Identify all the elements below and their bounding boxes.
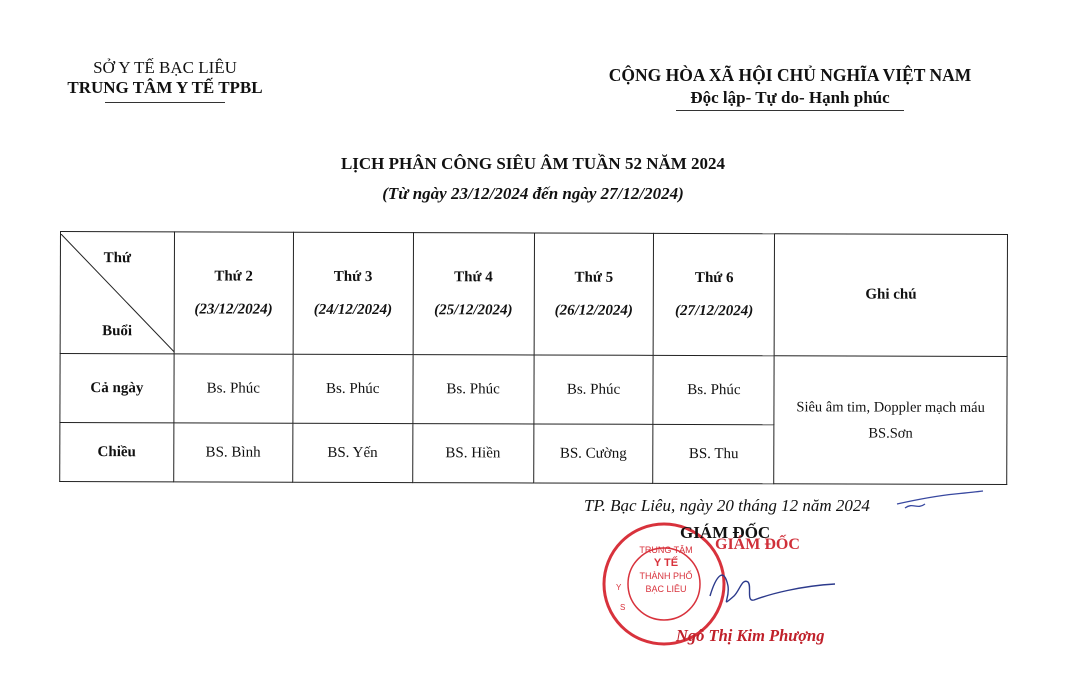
- place-date: TP. Bạc Liêu, ngày 20 tháng 12 năm 2024: [584, 496, 870, 515]
- agency-parent: SỞ Y TẾ BẠC LIÊU: [93, 58, 237, 77]
- assignment-cell: Bs. Phúc: [174, 354, 293, 423]
- day-header: [654, 233, 775, 356]
- signature: [690, 556, 840, 616]
- document-title: LỊCH PHÂN CÔNG SIÊU ÂM TUẦN 52 NĂM 2024: [340, 154, 726, 173]
- document-subtitle: (Từ ngày 23/12/2024 đến ngày 27/12/2024): [382, 184, 684, 203]
- nation-name: CỘNG HÒA XÃ HỘI CHỦ NGHĨA VIỆT NAM: [608, 65, 972, 85]
- agency-underline: [105, 102, 225, 103]
- assignment-cell: Bs. Phúc: [293, 355, 413, 424]
- note-text: Siêu âm tim, Doppler mạch máu: [796, 399, 985, 416]
- agency-name: TRUNG TÂM Y TẾ TPBL: [67, 78, 263, 97]
- corner-session-label: Buổi: [102, 322, 133, 339]
- assignment-cell: Bs. Phúc: [653, 356, 774, 425]
- day-date: (26/12/2024): [554, 302, 633, 319]
- nation-motto: Độc lập- Tự do- Hạnh phúc: [676, 87, 903, 111]
- note-header: Ghi chú: [774, 234, 1007, 357]
- stamp-position: GIÁM ĐỐC: [715, 536, 800, 553]
- seal-text: [636, 544, 696, 596]
- table-row: [60, 354, 1007, 426]
- svg-text:S: S: [620, 603, 626, 612]
- session-label: Cả ngày: [60, 354, 174, 423]
- assignment-cell: BS. Yến: [292, 424, 412, 483]
- signer-name: Ngô Thị Kim Phượng: [676, 626, 825, 645]
- day-label: Thứ 4: [454, 268, 493, 286]
- signer-position: GIÁM ĐỐC: [680, 523, 771, 542]
- day-date: (23/12/2024): [194, 301, 273, 318]
- assignment-cell: Bs. Phúc: [413, 355, 534, 424]
- corner-cell: [60, 232, 174, 355]
- assignment-cell: BS. Hiền: [412, 424, 533, 483]
- day-date: (25/12/2024): [434, 301, 513, 319]
- table-header-row: [60, 232, 1007, 357]
- schedule-table: [59, 231, 1008, 485]
- seal-line: THÀNH PHỐ: [639, 571, 693, 581]
- day-header: [174, 232, 293, 355]
- day-header: [534, 233, 654, 356]
- assignment-cell: BS. Bình: [174, 423, 293, 482]
- day-header: [413, 233, 534, 356]
- assignment-cell: BS. Thu: [653, 425, 774, 484]
- national-motto-block: [580, 64, 1000, 111]
- agency-block: [50, 58, 280, 103]
- assignment-cell: BS. Cường: [533, 424, 653, 483]
- assignment-cell: Bs. Phúc: [533, 355, 653, 424]
- note-doctor: BS.Sơn: [868, 425, 913, 442]
- seal-line: TRUNG TÂM: [639, 545, 693, 555]
- day-label: Thứ 2: [214, 268, 253, 285]
- day-date: (24/12/2024): [313, 301, 393, 318]
- initial-scribble: [895, 486, 985, 516]
- seal-line: BẠC LIÊU: [645, 584, 687, 594]
- day-label: Thứ 3: [333, 268, 373, 285]
- note-cell: [774, 356, 1007, 484]
- day-date: (27/12/2024): [674, 302, 754, 319]
- svg-text:Y: Y: [616, 583, 622, 592]
- session-label: Chiều: [60, 423, 174, 482]
- corner-day-label: Thứ: [103, 249, 132, 266]
- day-header: [293, 232, 413, 355]
- day-label: Thứ 6: [694, 269, 734, 286]
- seal-line: Y TẾ: [653, 557, 679, 569]
- day-label: Thứ 5: [574, 269, 614, 286]
